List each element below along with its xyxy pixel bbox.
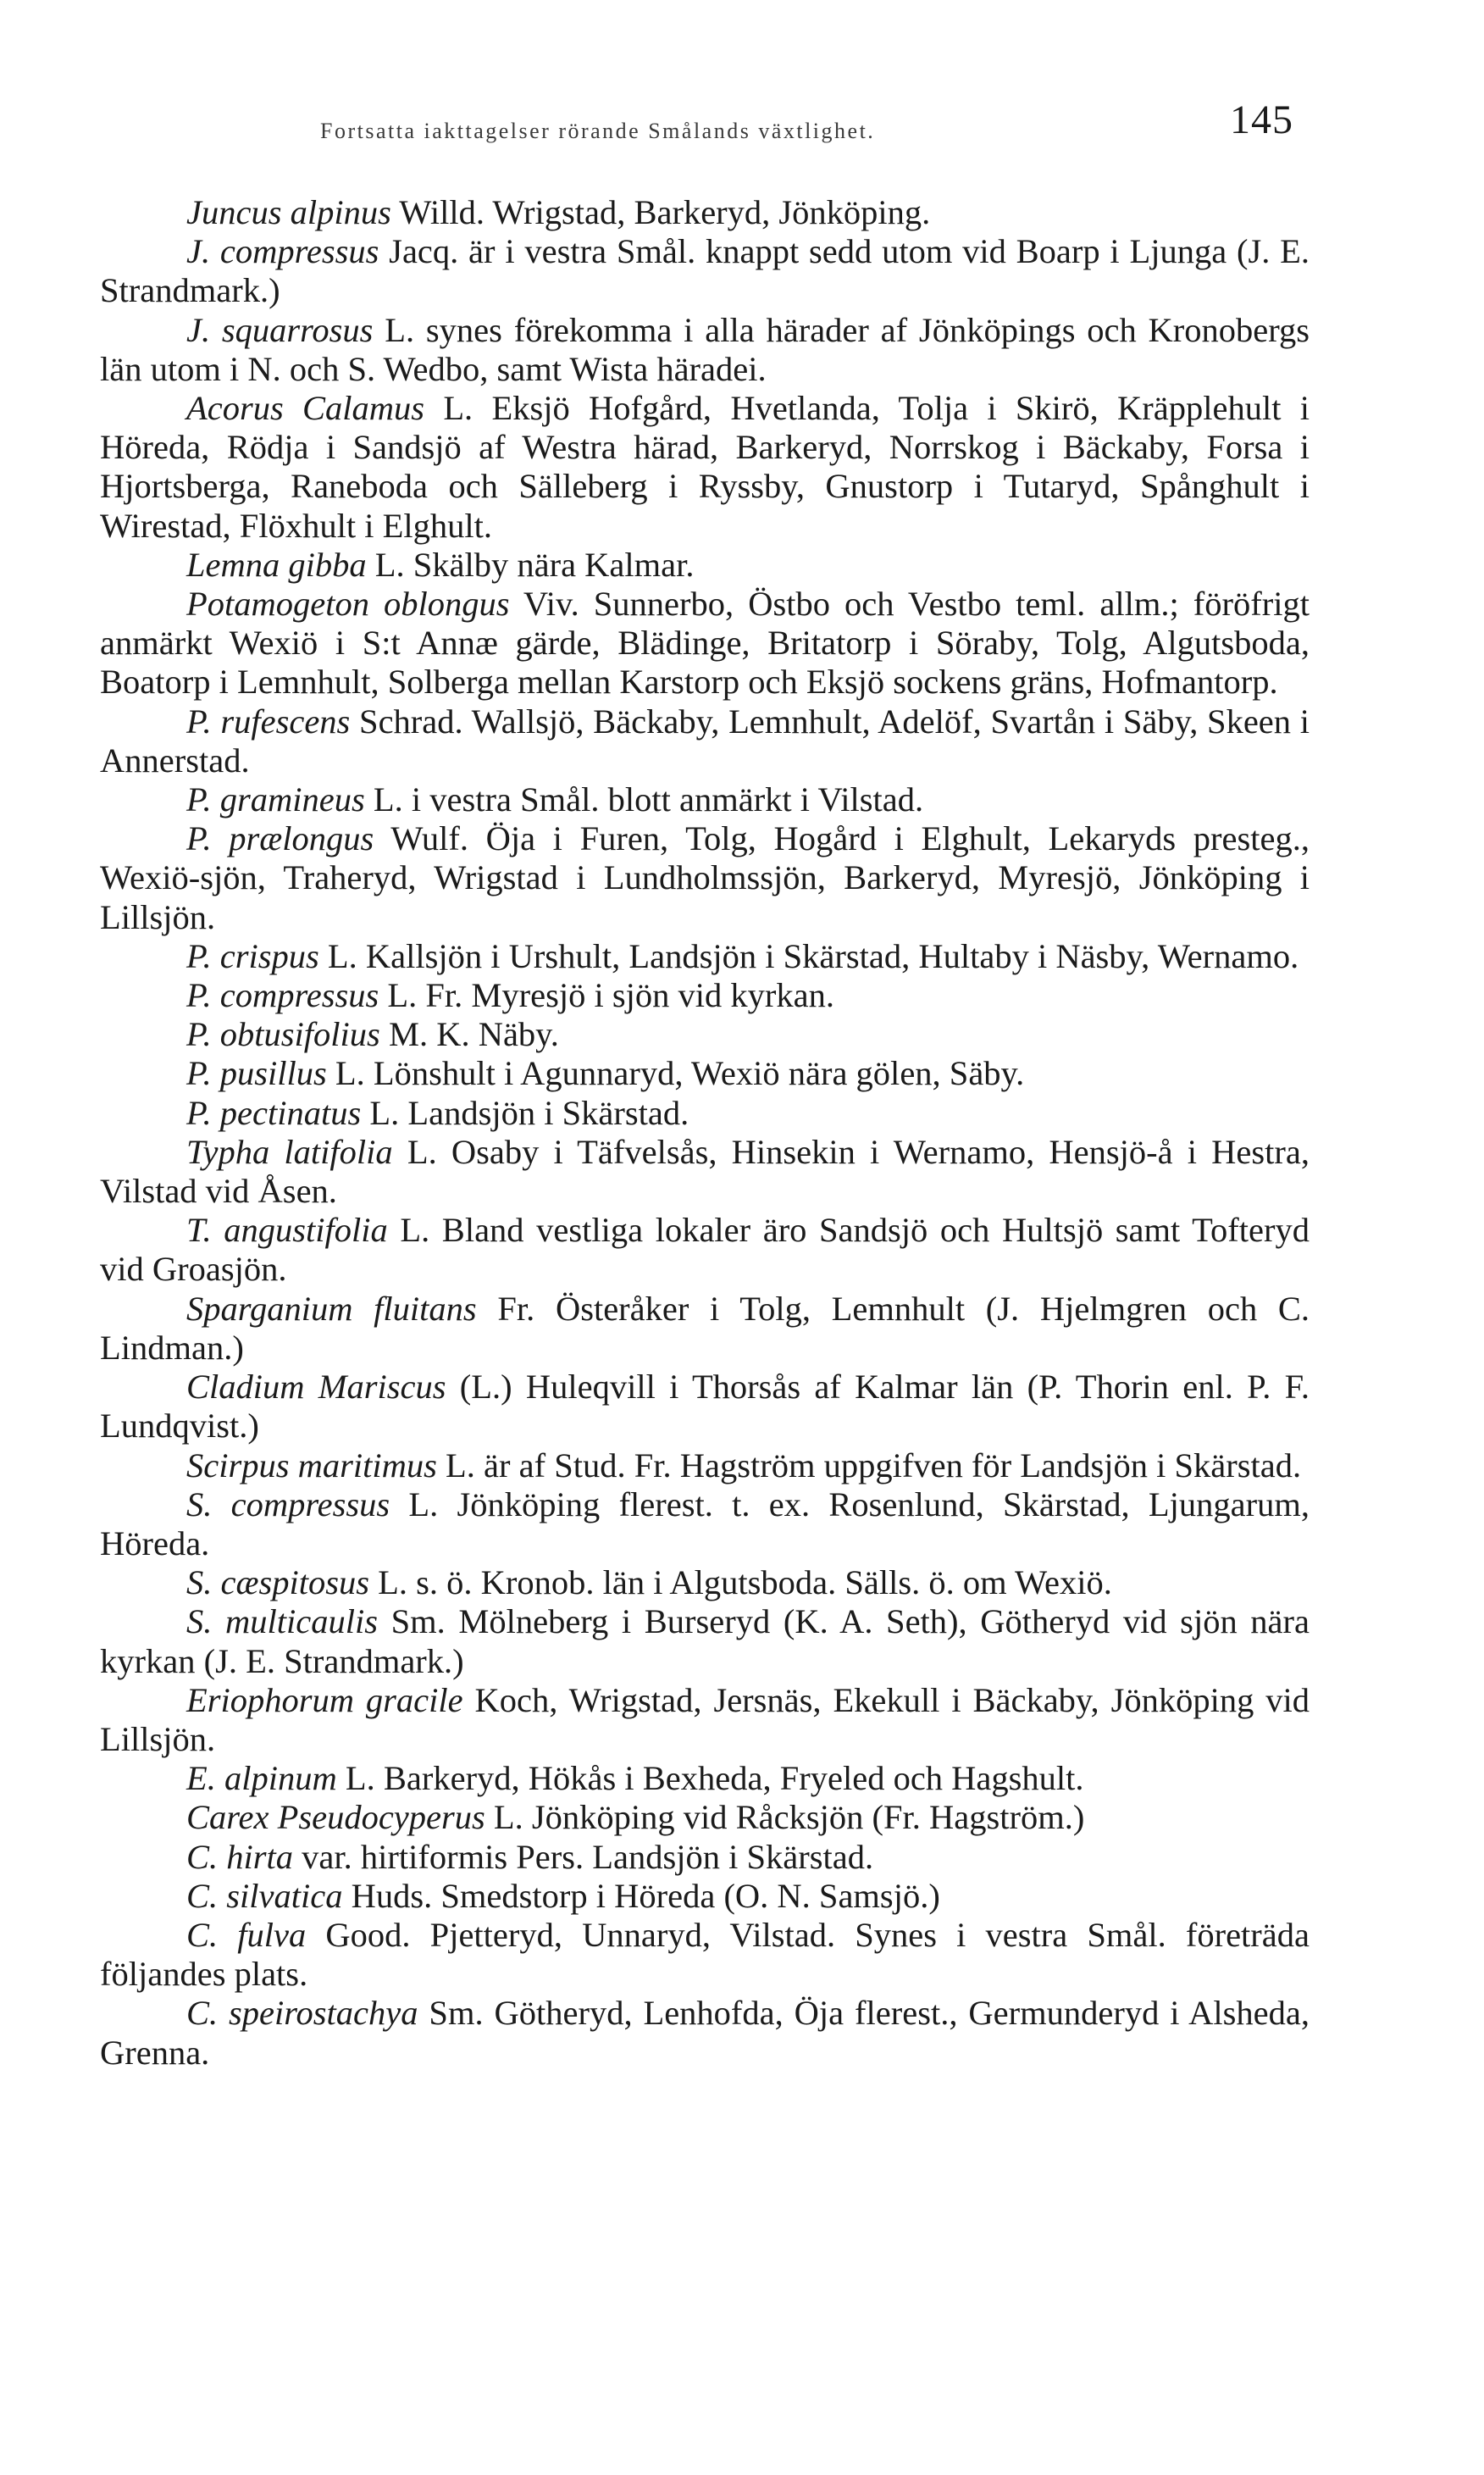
entry-text: M. K. Näby. <box>379 1015 559 1054</box>
taxon-name: P. crispus <box>186 936 319 975</box>
body-text <box>100 193 1310 2073</box>
species-entry <box>100 1916 1310 1994</box>
entry-text: L. Kallsjön i Urshult, Landsjön i Skärstad, Hultaby i Näsby, Wernamo. <box>318 936 1299 975</box>
taxon-name: Potamogeton oblongus <box>186 585 510 624</box>
entry-text: Jacq. är i vestra Smål. knappt sedd utom vid Boarp i Ljunga (J. E. Strandmark.) <box>100 232 1310 310</box>
entry-text: L. i vestra Smål. blott anmärkt i Vilstad. <box>364 780 924 819</box>
entry-text: L. Eksjö Hofgård, Hvetlanda, Tolja i Skirö, Kräpplehult i Höreda, Rödja i Sandsjö af Westra härad, Barkeryd, Norrskog i Bäckaby, Forsa i Hjortsberga, Raneboda och Sälleberg i Ryssby, Gnustorp i Tutaryd, Spånghult i Wirestad, Flöxhult i Elghult. <box>100 389 1310 545</box>
taxon-name: T. angustifolia <box>186 1211 388 1250</box>
species-entry <box>100 1094 1310 1133</box>
running-title: Fortsatta iakttagelser rörande Smålands växtlighet. <box>320 119 876 143</box>
taxon-name: C. fulva <box>186 1915 307 1954</box>
taxon-name: S. compressus <box>186 1484 390 1523</box>
species-entry <box>100 1054 1310 1093</box>
taxon-name: C. speirostachya <box>186 1994 418 2033</box>
taxon-name: P. gramineus <box>186 780 365 819</box>
entry-text: Koch, Wrigstad, Jersnäs, Ekekull i Bäckaby, Jönköping vid Lillsjön. <box>100 1680 1310 1758</box>
entry-text: L. synes förekomma i alla härader af Jönköpings och Kronobergs län utom i N. och S. Wedbo, samt Wista häradei. <box>100 310 1310 388</box>
species-entry <box>100 1563 1310 1602</box>
species-entry <box>100 780 1310 819</box>
taxon-name: Cladium Mariscus <box>186 1368 446 1407</box>
taxon-name: P. rufescens <box>186 702 351 741</box>
taxon-name: S. cæspitosus <box>186 1563 370 1602</box>
species-entry <box>100 1133 1310 1211</box>
taxon-name: C. hirta <box>186 1837 294 1876</box>
species-entry <box>100 1994 1310 2072</box>
species-entry <box>100 232 1310 310</box>
taxon-name: J. compressus <box>186 232 379 271</box>
taxon-name: P. compressus <box>186 976 379 1015</box>
taxon-name: P. prælongus <box>186 819 374 858</box>
entry-text: L. är af Stud. Fr. Hagström uppgifven för Landsjön i Skärstad. <box>436 1446 1302 1484</box>
entry-text: L. Osaby i Täfvelsås, Hinsekin i Wernamo, Hensjö-å i Hestra, Vilstad vid Åsen. <box>100 1132 1310 1211</box>
entry-text: L. Fr. Myresjö i sjön vid kyrkan. <box>379 976 834 1015</box>
species-entry <box>100 193 1310 232</box>
entry-text: Willd. Wrigstad, Barkeryd, Jönköping. <box>390 193 931 231</box>
entry-text: Wulf. Öja i Furen, Tolg, Hogård i Elghult, Lekaryds presteg., Wexiö-sjön, Traheryd, Wrigstad i Lundholmssjön, Barkeryd, Myresjö, Jönköping i Lillsjön. <box>100 819 1310 936</box>
species-entry <box>100 1015 1310 1054</box>
species-entry <box>100 1211 1310 1289</box>
entry-text: var. hirtiformis Pers. Landsjön i Skärstad. <box>293 1837 874 1876</box>
taxon-name: Typha latifolia <box>186 1132 393 1171</box>
taxon-name: S. multicaulis <box>186 1602 378 1641</box>
taxon-name: Eriophorum gracile <box>186 1680 463 1719</box>
entry-text: Sm. Götheryd, Lenhofda, Öja flerest., Germunderyd i Alsheda, Grenna. <box>100 1994 1310 2072</box>
species-entry <box>100 585 1310 702</box>
species-entry <box>100 819 1310 937</box>
entry-text: Good. Pjetteryd, Unnaryd, Vilstad. Synes i vestra Smål. företräda följandes plats. <box>100 1915 1310 1994</box>
entry-text: Viv. Sunnerbo, Östbo och Vestbo teml. allm.; föröfrigt anmärkt Wexiö i S:t Annæ gärde, Blädinge, Britatorp i Söraby, Tolg, Algutsboda, Boatorp i Lemnhult, Solberga mellan Karstorp och Eksjö sockens gräns, Hofmantorp. <box>100 585 1310 702</box>
entry-text: (L.) Huleqvill i Thorsås af Kalmar län (P. Thorin enl. P. F. Lundqvist.) <box>100 1368 1310 1446</box>
entry-text: L. Skälby nära Kalmar. <box>366 545 695 584</box>
taxon-name: Scirpus maritimus <box>186 1446 437 1484</box>
entry-text: Fr. Österåker i Tolg, Lemnhult (J. Hjelmgren och C. Lindman.) <box>100 1289 1310 1367</box>
entry-text: L. Bland vestliga lokaler äro Sandsjö och Hultsjö samt Tofteryd vid Groasjön. <box>100 1211 1310 1289</box>
species-entry <box>100 1798 1310 1837</box>
species-entry <box>100 1290 1310 1368</box>
entry-text: Huds. Smedstorp i Höreda (O. N. Samsjö.) <box>342 1876 940 1915</box>
species-entry <box>100 1485 1310 1563</box>
entry-text: Schrad. Wallsjö, Bäckaby, Lemnhult, Adelöf, Svartån i Säby, Skeen i Annerstad. <box>100 702 1310 780</box>
taxon-name: J. squarrosus <box>186 310 374 349</box>
entry-text: L. Lönshult i Agunnaryd, Wexiö nära gölen, Säby. <box>326 1054 1025 1093</box>
species-entry <box>100 976 1310 1015</box>
entry-text: L. Jönköping vid Råcksjön (Fr. Hagström.) <box>485 1798 1085 1837</box>
species-entry <box>100 1681 1310 1759</box>
species-entry <box>100 1446 1310 1485</box>
taxon-name: E. alpinum <box>186 1759 337 1798</box>
taxon-name: C. silvatica <box>186 1876 343 1915</box>
entry-text: L. s. ö. Kronob. län i Algutsboda. Sälls. ö. om Wexiö. <box>369 1563 1112 1602</box>
taxon-name: Juncus alpinus <box>186 193 391 231</box>
species-entry <box>100 1877 1310 1916</box>
taxon-name: P. pectinatus <box>186 1093 362 1132</box>
taxon-name: P. obtusifolius <box>186 1015 380 1054</box>
species-entry <box>100 937 1310 976</box>
entry-text: Sm. Mölneberg i Burseryd (K. A. Seth), Götheryd vid sjön nära kyrkan (J. E. Strandmark.) <box>100 1602 1310 1680</box>
species-entry <box>100 546 1310 585</box>
taxon-name: Sparganium fluitans <box>186 1289 477 1328</box>
entry-text: L. Landsjön i Skärstad. <box>361 1093 689 1132</box>
species-entry <box>100 1368 1310 1446</box>
taxon-name: P. pusillus <box>186 1054 327 1093</box>
species-entry <box>100 1759 1310 1798</box>
taxon-name: Acorus Calamus <box>186 389 425 428</box>
entry-text: L. Barkeryd, Hökås i Bexheda, Fryeled och Hagshult. <box>336 1759 1084 1798</box>
taxon-name: Carex Pseudocyperus <box>186 1798 485 1837</box>
taxon-name: Lemna gibba <box>186 545 367 584</box>
species-entry <box>100 702 1310 780</box>
species-entry <box>100 1602 1310 1680</box>
page-number: 145 <box>1230 97 1293 142</box>
entry-text: L. Jönköping flerest. t. ex. Rosenlund, Skärstad, Ljungarum, Höreda. <box>100 1484 1310 1562</box>
species-entry <box>100 311 1310 389</box>
species-entry <box>100 389 1310 546</box>
species-entry <box>100 1838 1310 1877</box>
